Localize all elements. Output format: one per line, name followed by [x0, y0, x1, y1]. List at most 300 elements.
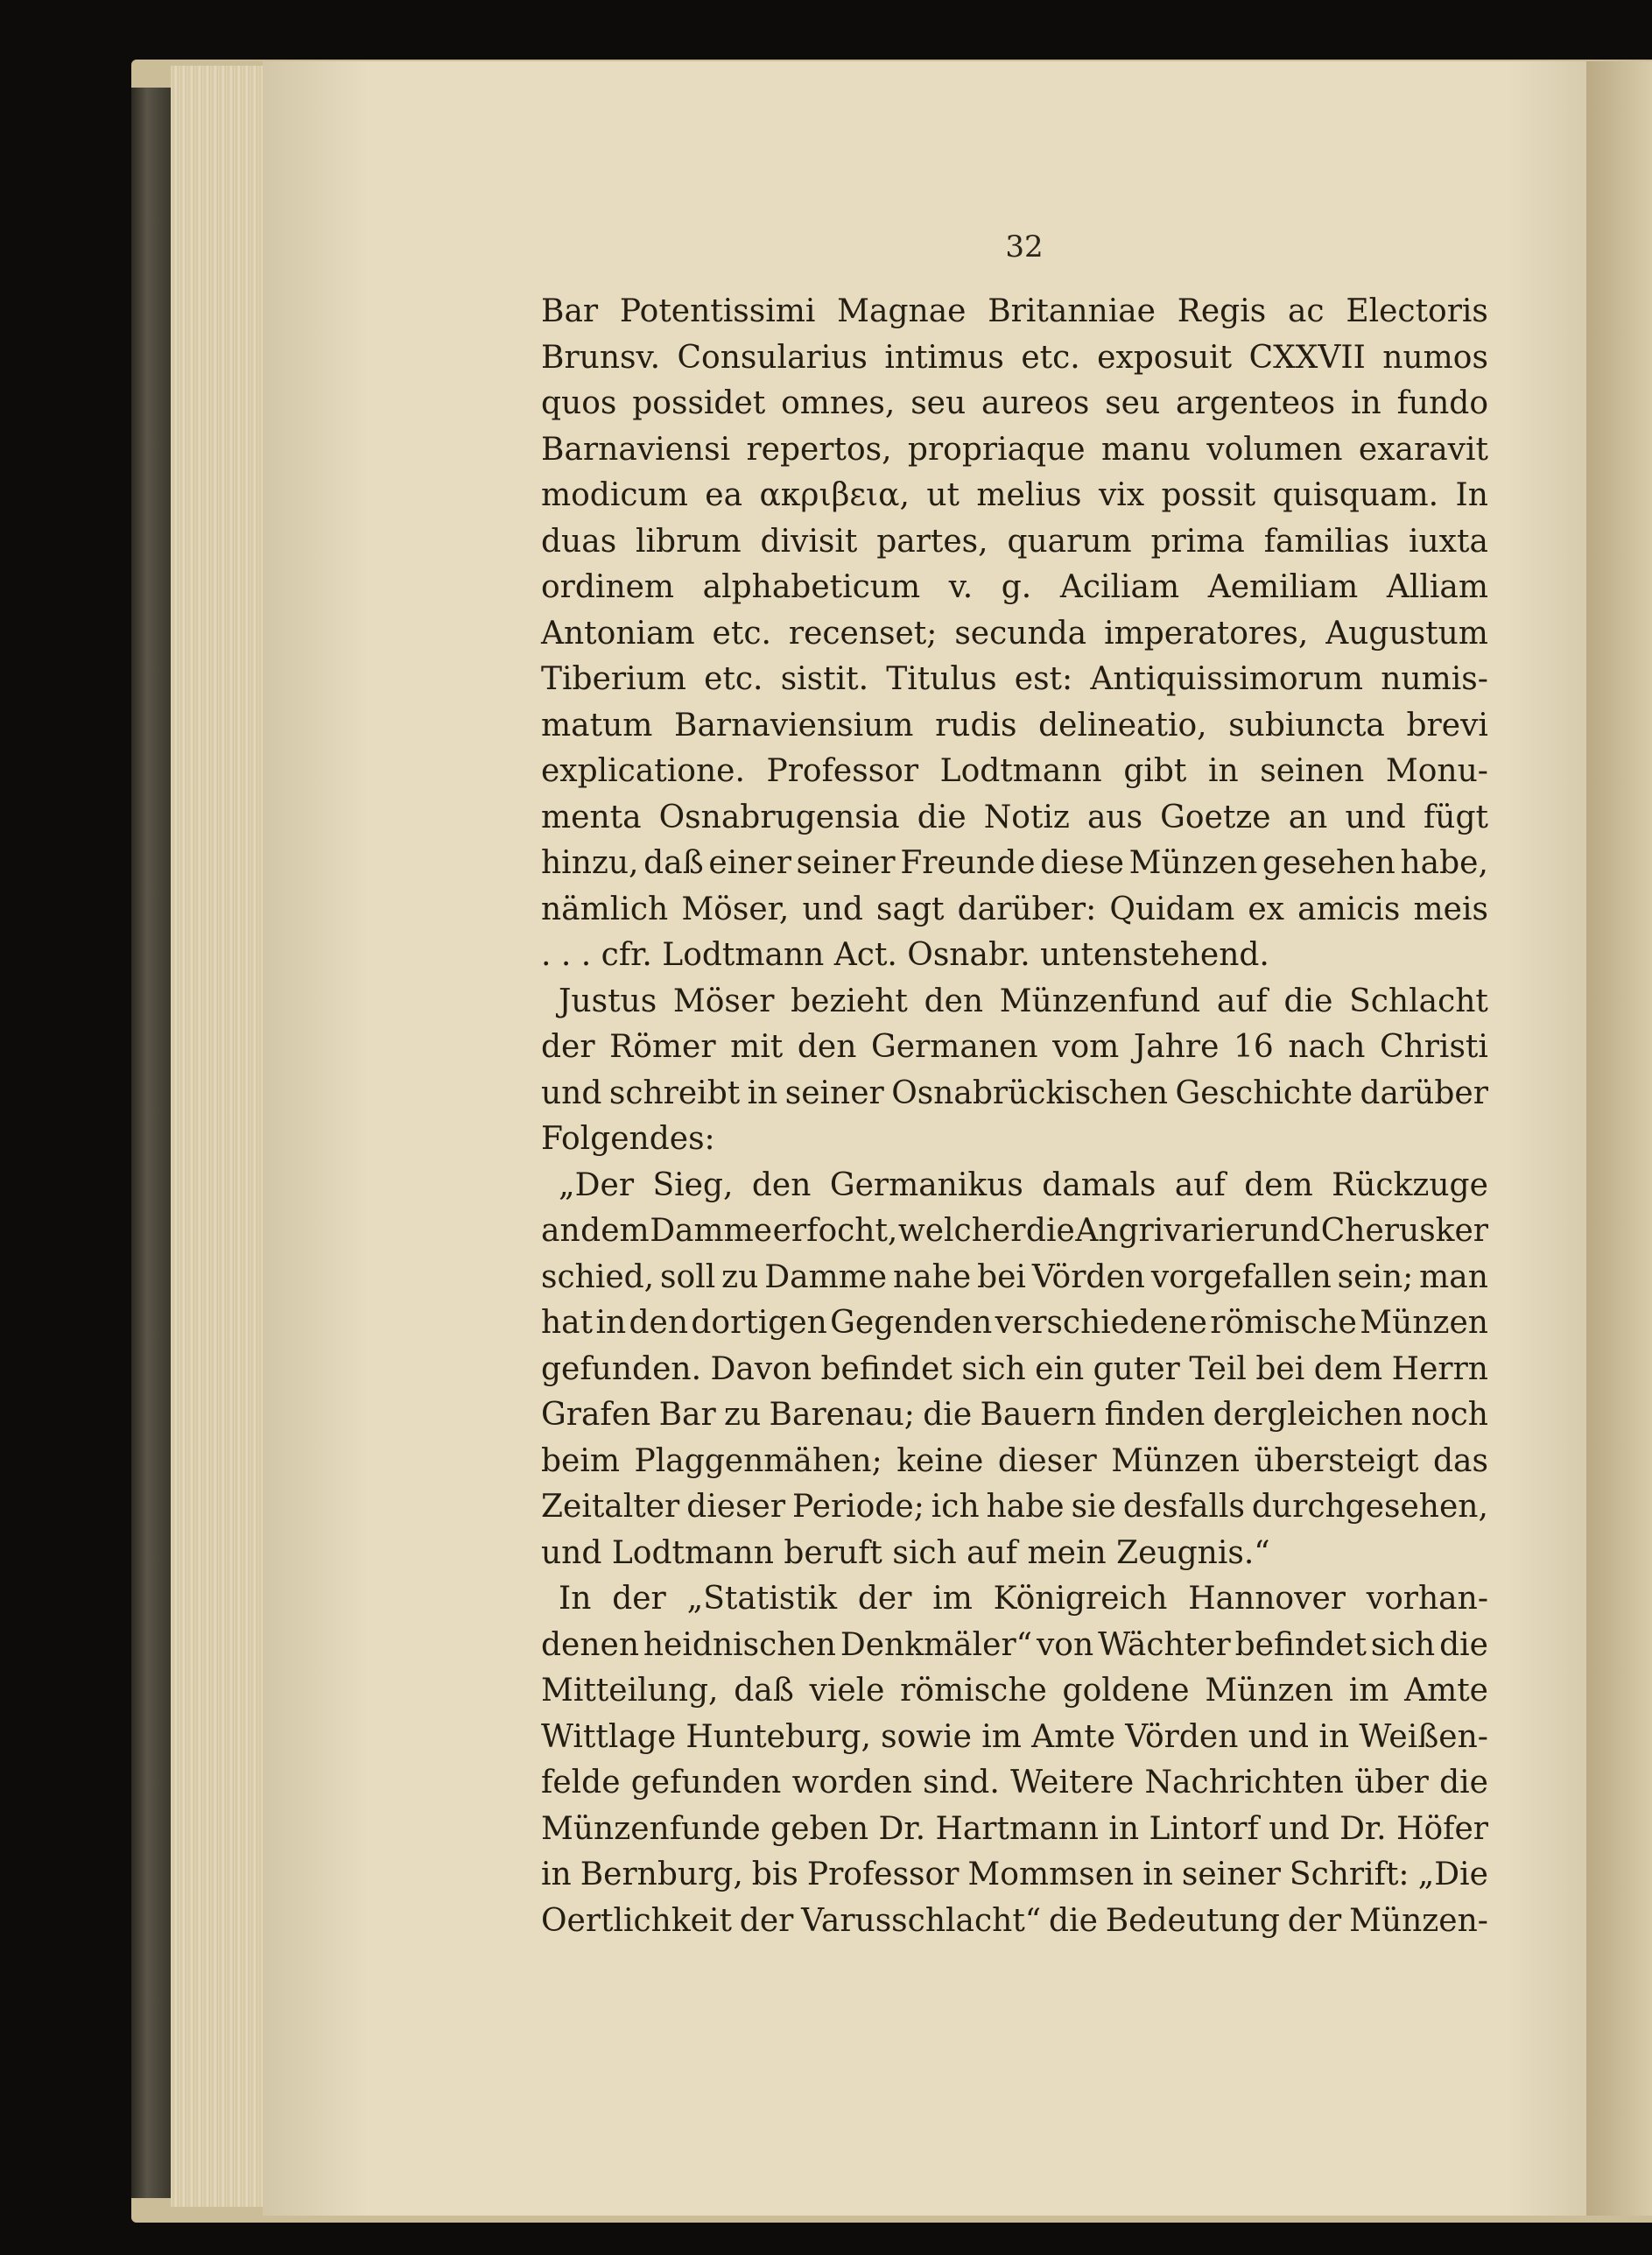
word: Davon	[710, 1350, 812, 1387]
word: matum	[541, 707, 653, 743]
word: Möser,	[681, 891, 790, 927]
word: keine	[896, 1442, 984, 1479]
word: bis	[751, 1857, 798, 1892]
body-text	[541, 289, 1488, 1944]
word: die	[1025, 1213, 1075, 1249]
word: sie	[1071, 1489, 1116, 1525]
word: in	[1142, 1857, 1173, 1892]
word: römische	[1210, 1305, 1357, 1341]
word: exposuit	[1097, 339, 1233, 376]
word: exaravit	[1358, 431, 1488, 468]
word: seu	[910, 385, 967, 421]
word: den	[751, 1166, 812, 1203]
word: Hartmann	[935, 1810, 1099, 1847]
word: manu	[1100, 431, 1191, 468]
text-line	[541, 1807, 1488, 1853]
word: Periode;	[792, 1489, 924, 1525]
word: der	[612, 1581, 666, 1617]
word: befindet	[820, 1350, 953, 1387]
word: vom	[1052, 1029, 1120, 1065]
word: duas	[541, 523, 617, 560]
word: Weitere	[1010, 1765, 1135, 1800]
word: mit	[730, 1029, 784, 1065]
quote-start-line	[541, 1163, 1488, 1209]
word: Hannover	[1188, 1581, 1346, 1617]
text-line	[541, 289, 1488, 335]
word: hat	[541, 1305, 594, 1341]
word: der	[857, 1581, 912, 1617]
word: In	[559, 1581, 592, 1617]
word: desfalls	[1122, 1489, 1245, 1525]
word: erfocht,	[772, 1213, 898, 1249]
text-line	[541, 1899, 1488, 1945]
word: omnes,	[781, 385, 896, 421]
word: die	[917, 799, 967, 835]
word: Regis	[1177, 293, 1267, 329]
word: viele	[809, 1673, 885, 1709]
word: daß	[643, 845, 704, 881]
word: Electoris	[1346, 293, 1488, 329]
word: librum	[636, 523, 742, 560]
word: auf	[1174, 1166, 1226, 1203]
word: Magnae	[837, 293, 967, 329]
word: in	[1208, 753, 1239, 789]
word: Augustum	[1325, 615, 1488, 652]
word: nahe	[893, 1258, 972, 1295]
word: soll	[660, 1258, 716, 1295]
word: nämlich	[541, 891, 669, 927]
word: Dr.	[878, 1810, 926, 1847]
text-line	[541, 795, 1488, 842]
word: im	[981, 1718, 1022, 1755]
word: Professor	[806, 1857, 960, 1892]
word: die	[1283, 983, 1333, 1019]
word: Vörden	[1125, 1718, 1239, 1755]
word: zu	[724, 1397, 762, 1433]
word: seiner	[796, 845, 896, 881]
word: den	[924, 983, 984, 1019]
word: Münzen	[1111, 1442, 1240, 1479]
word: vix	[1098, 477, 1145, 513]
word: denen	[541, 1626, 640, 1663]
word: sistit.	[780, 661, 869, 697]
word: dem	[1313, 1350, 1383, 1387]
word: Barnaviensium	[674, 707, 914, 743]
word: Aciliam	[1059, 569, 1180, 605]
word: recenset;	[788, 615, 938, 652]
word: gesehen	[1262, 845, 1395, 881]
word: in	[747, 1075, 778, 1111]
word: imperatores,	[1104, 615, 1309, 652]
word: fundo	[1396, 385, 1488, 421]
text-line	[541, 1760, 1488, 1807]
word: darüber	[1360, 1075, 1488, 1111]
word: possidet	[632, 385, 766, 421]
page-number: 32	[1005, 229, 1044, 264]
word: Münzen	[1205, 1673, 1334, 1709]
word: einer	[708, 845, 791, 881]
word: Weißen-	[1359, 1718, 1488, 1755]
word: Barnaviensi	[541, 431, 731, 468]
word: „Statistik	[686, 1581, 838, 1617]
word: heidnischen	[643, 1626, 836, 1663]
word: und	[1269, 1810, 1330, 1847]
word: Königreich	[993, 1581, 1168, 1617]
text-line	[541, 1439, 1488, 1485]
word: Monu-	[1385, 753, 1488, 789]
word: possit	[1161, 477, 1256, 513]
word: Cherusker	[1320, 1213, 1488, 1249]
word: Britanniae	[988, 293, 1156, 329]
word: nach	[1288, 1029, 1366, 1065]
word: geben	[770, 1810, 869, 1847]
word: sein;	[1337, 1258, 1414, 1295]
word: Mitteilung,	[541, 1673, 719, 1709]
word: Brunsv.	[541, 339, 661, 376]
word: Germanen	[870, 1029, 1038, 1065]
word: est:	[1014, 661, 1073, 697]
word: sagt	[876, 891, 945, 927]
word: bei	[977, 1258, 1026, 1295]
word: bei	[1255, 1350, 1305, 1387]
text-line	[541, 1392, 1488, 1439]
word: den	[629, 1305, 689, 1341]
word: Dr.	[1339, 1810, 1387, 1847]
word: melius	[976, 477, 1082, 513]
text-line	[541, 1484, 1488, 1531]
word: Wächter	[1098, 1626, 1231, 1663]
word: in	[1318, 1718, 1350, 1755]
word: seiner	[784, 1075, 884, 1111]
word: vorgefallen	[1150, 1258, 1332, 1295]
word: worden	[791, 1765, 912, 1800]
word: etc.	[1021, 339, 1080, 376]
text-line: Folgendes:	[541, 1121, 715, 1157]
word: in	[541, 1857, 572, 1892]
word: gefunden.	[541, 1350, 702, 1387]
text-line	[541, 335, 1488, 382]
word: Aemiliam	[1207, 569, 1359, 605]
word: römische	[900, 1673, 1047, 1709]
word: quisquam.	[1272, 477, 1439, 513]
text-line	[541, 1852, 1488, 1899]
text-line	[541, 611, 1488, 658]
word: Denkmäler“	[840, 1626, 1033, 1663]
word: habe,	[1400, 845, 1488, 881]
paragraph-start-line	[541, 979, 1488, 1025]
word: Lodtmann	[939, 753, 1102, 789]
word: Jahre	[1133, 1029, 1220, 1065]
word: sowie	[881, 1718, 972, 1755]
word: Bernburg,	[580, 1857, 743, 1892]
word: Höfer	[1396, 1810, 1488, 1847]
word: Bar	[541, 293, 599, 329]
word: und	[1345, 799, 1406, 835]
word: Osnabrugensia	[658, 799, 900, 835]
word: Varusschlacht“	[801, 1902, 1042, 1939]
word: vorhan-	[1366, 1581, 1488, 1617]
word: seinen	[1260, 753, 1365, 789]
word: übersteigt	[1254, 1442, 1419, 1479]
word: verschiedene	[995, 1305, 1207, 1341]
word: ein	[1035, 1350, 1085, 1387]
word: Bar	[658, 1397, 716, 1433]
book-spine	[131, 88, 171, 2198]
word: Münzenfunde	[541, 1810, 761, 1847]
word: dieser	[686, 1489, 786, 1525]
word: gefunden	[630, 1765, 782, 1800]
word: in	[1351, 385, 1381, 421]
word: divisit	[760, 523, 858, 560]
word: beim	[541, 1442, 620, 1479]
text-line	[541, 1255, 1488, 1301]
text-line	[541, 841, 1488, 887]
word: habe	[986, 1489, 1065, 1525]
word: an	[1288, 799, 1328, 835]
word: Hunteburg,	[685, 1718, 871, 1755]
word: im	[1348, 1673, 1389, 1709]
word: Goetze	[1160, 799, 1271, 835]
word: Oertlichkeit	[541, 1902, 732, 1939]
word: Münzen-	[1349, 1902, 1488, 1939]
word: Antoniam	[541, 615, 695, 652]
text-line	[541, 519, 1488, 566]
word: guter	[1093, 1350, 1180, 1387]
word: modicum	[541, 477, 688, 513]
word: g.	[1001, 569, 1032, 605]
word: Notiz	[983, 799, 1070, 835]
word: sich	[1370, 1626, 1436, 1663]
text-line	[541, 703, 1488, 750]
word: seu	[1105, 385, 1161, 421]
word: volumen	[1206, 431, 1343, 468]
word: dergleichen	[1213, 1397, 1403, 1433]
word: an	[541, 1213, 580, 1249]
word: noch	[1410, 1397, 1488, 1433]
word: in	[1108, 1810, 1140, 1847]
word: subiuncta	[1228, 707, 1385, 743]
word: Wittlage	[541, 1718, 677, 1755]
word: familias	[1263, 523, 1390, 560]
word: finden	[1104, 1397, 1206, 1433]
text-line	[541, 1347, 1488, 1393]
word: aureos	[981, 385, 1090, 421]
word: CXXVII	[1248, 339, 1366, 376]
word: zu	[721, 1258, 759, 1295]
word: numos	[1382, 339, 1488, 376]
word: Amte	[1404, 1673, 1488, 1709]
text-line: . . . cfr. Lodtmann Act. Osnabr. untenstehend.	[541, 937, 1269, 973]
word: der	[541, 1029, 595, 1065]
word: fügt	[1423, 799, 1488, 835]
word: Titulus	[886, 661, 997, 697]
word: man	[1419, 1258, 1488, 1295]
word: Schrift:	[1289, 1857, 1409, 1892]
word: gibt	[1123, 753, 1187, 789]
word: Tiberium	[541, 661, 686, 697]
text-line	[541, 1071, 1488, 1117]
word: Nachrichten	[1144, 1765, 1344, 1800]
word: auf	[1216, 983, 1268, 1019]
word: rudis	[935, 707, 1017, 743]
word: Möser	[672, 983, 775, 1019]
word: intimus	[884, 339, 1004, 376]
word: partes,	[876, 523, 988, 560]
word: „Der	[559, 1166, 635, 1203]
word: ακριβεια,	[759, 477, 910, 513]
word: Bedeutung	[1105, 1902, 1280, 1939]
word: der	[739, 1902, 794, 1939]
word: Osnabrückischen	[891, 1075, 1169, 1111]
word: argenteos	[1176, 385, 1336, 421]
word: propriaque	[907, 431, 1086, 468]
word: ordinem	[541, 569, 675, 605]
word: repertos,	[746, 431, 892, 468]
word: delineatio,	[1038, 707, 1207, 743]
word: Grafen	[541, 1397, 651, 1433]
text-line	[541, 565, 1488, 611]
word: welcher	[897, 1213, 1026, 1249]
text-line	[541, 427, 1488, 474]
word: Alliam	[1386, 569, 1488, 605]
text-line	[541, 1209, 1488, 1255]
word: v.	[948, 569, 974, 605]
word: Schlacht	[1349, 983, 1488, 1019]
word: über	[1354, 1765, 1429, 1800]
text-line	[541, 1715, 1488, 1761]
word: dem	[580, 1213, 650, 1249]
word: Rückzuge	[1332, 1166, 1488, 1203]
word: befindet	[1234, 1626, 1367, 1663]
word: alphabeticum	[702, 569, 921, 605]
word: hinzu,	[541, 845, 639, 881]
word: schied,	[541, 1258, 655, 1295]
word: durchgesehen,	[1251, 1489, 1488, 1525]
text-line	[541, 381, 1488, 427]
word: dieser	[997, 1442, 1097, 1479]
word: Plaggenmähen;	[634, 1442, 882, 1479]
word: diese	[1040, 845, 1124, 881]
word: und	[802, 891, 863, 927]
page-edges	[171, 66, 271, 2207]
word: im	[932, 1581, 973, 1617]
word: den	[797, 1029, 857, 1065]
word: Sieg,	[652, 1166, 734, 1203]
word: etc.	[712, 615, 771, 652]
text-line	[541, 887, 1488, 934]
word: die	[923, 1397, 973, 1433]
word: Potentissimi	[619, 293, 816, 329]
word: menta	[541, 799, 642, 835]
word: Quidam	[1109, 891, 1235, 927]
word: Angrivarier	[1075, 1213, 1260, 1249]
word: Damme	[650, 1213, 773, 1249]
word: und	[541, 1075, 602, 1111]
word: in	[595, 1305, 627, 1341]
word: numis-	[1381, 661, 1488, 697]
text-line	[541, 1025, 1488, 1071]
word: Vörden	[1031, 1258, 1145, 1295]
word: sich	[961, 1350, 1026, 1387]
word: quarum	[1007, 523, 1132, 560]
paragraph-start-line	[541, 1576, 1488, 1623]
word: Zeitalter	[541, 1489, 680, 1525]
word: Freunde	[900, 845, 1036, 881]
word: brevi	[1406, 707, 1488, 743]
word: Christi	[1379, 1029, 1488, 1065]
word: ex	[1248, 891, 1284, 927]
word: secunda	[954, 615, 1087, 652]
word: dem	[1244, 1166, 1313, 1203]
word: schreibt	[608, 1075, 741, 1111]
word: die	[1439, 1626, 1488, 1663]
word: Lintorf	[1149, 1810, 1259, 1847]
word: iuxta	[1408, 523, 1488, 560]
word: aus	[1086, 799, 1143, 835]
word: „Die	[1417, 1857, 1488, 1892]
text-line	[541, 473, 1488, 519]
word: Damme	[764, 1258, 888, 1295]
word: und	[1248, 1718, 1310, 1755]
word: goldene	[1062, 1673, 1190, 1709]
text-line	[541, 1300, 1488, 1347]
facing-page-edge	[1586, 61, 1652, 2216]
word: In	[1455, 477, 1488, 513]
word: Münzen	[1360, 1305, 1488, 1341]
word: sind.	[923, 1765, 1000, 1800]
word: Antiquissimorum	[1090, 661, 1364, 697]
word: Germanikus	[829, 1166, 1023, 1203]
word: felde	[541, 1765, 621, 1800]
word: amicis	[1297, 891, 1401, 927]
word: Teil	[1189, 1350, 1247, 1387]
word: das	[1432, 1442, 1488, 1479]
word: damals	[1042, 1166, 1156, 1203]
word: quos	[541, 385, 617, 421]
word: bezieht	[791, 983, 908, 1019]
word: meis	[1413, 891, 1488, 927]
word: und	[1259, 1213, 1321, 1249]
word: etc.	[704, 661, 763, 697]
text-line	[541, 1668, 1488, 1715]
word: der	[1287, 1902, 1342, 1939]
word: Consularius	[677, 339, 868, 376]
word: 16	[1234, 1029, 1274, 1065]
word: daß	[734, 1673, 794, 1709]
word: explicatione.	[541, 753, 745, 789]
word: die	[1439, 1765, 1488, 1800]
word: seiner	[1181, 1857, 1281, 1892]
word: darüber:	[957, 891, 1097, 927]
text-line	[541, 657, 1488, 703]
word: Professor	[766, 753, 919, 789]
text-line	[541, 1623, 1488, 1669]
word: Gegenden	[830, 1305, 993, 1341]
word: ac	[1287, 293, 1325, 329]
word: Münzen	[1128, 845, 1258, 881]
word: prima	[1150, 523, 1245, 560]
word: Römer	[609, 1029, 716, 1065]
word: Amte	[1031, 1718, 1116, 1755]
word: ich	[931, 1489, 980, 1525]
word: Justus	[559, 983, 657, 1019]
word: Geschichte	[1175, 1075, 1353, 1111]
text-line	[541, 749, 1488, 795]
word: Mommsen	[967, 1857, 1135, 1892]
word: Bauern	[980, 1397, 1097, 1433]
word: die	[1049, 1902, 1098, 1939]
word: von	[1036, 1626, 1094, 1663]
